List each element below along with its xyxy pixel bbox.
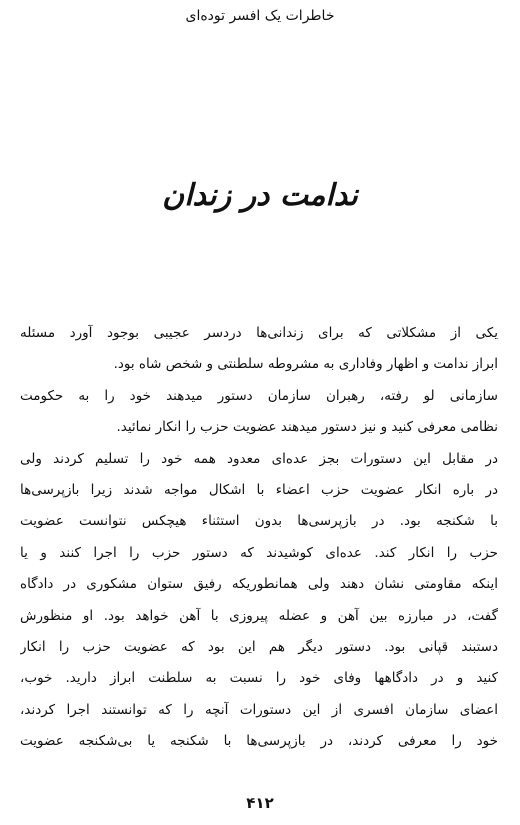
page-number: ۴۱۲ [246,794,274,812]
text-line: نظامی معرفی کنید و نیز دستور میدهند عضویت حزب را انکار نمائید. [116,419,498,436]
text-line: خود را معرفی کردند، در بازپرسی‌ها با شکنجه یا بی‌شکنجه عضویت [20,733,498,750]
text-line: با شکنجه بود. در بازپرسی‌ها بدون استثناء هیچکس نتوانست عضویت [20,513,498,530]
chapter-title: ندامت در زندان [162,178,358,213]
text-line: دستبند قپانی بود. دستور دیگر هم این بود که عضویت حزب را انکار [20,638,498,655]
text-line: یکی از مشکلاتی که برای زندانی‌ها دردسر عجیبی بوجود آورد مسئله [20,325,498,341]
body-text [20,318,498,757]
text-line: اعضای سازمان افسری از این دستورات آنچه را که توانستند اجرا کردند، [20,701,498,718]
running-header: خاطرات یک افسر توده‌ای [185,8,335,24]
text-line: در مقابل این دستورات بجز عده‌ای معدود همه خود را تسلیم کردند ولی [20,450,498,467]
text-line: اینکه مقاومتی نشان دهند ولی همانطوریکه رفیق ستوان مشکوری در دادگاه [20,576,498,593]
text-line: ابراز ندامت و اظهار وفاداری به مشروطه سلطنتی و شخص شاه بود. [113,356,498,373]
text-line: در باره انکار عضویت حزب اعضاء با اشکال مواجه شدند زیرا بازپرسی‌ها [20,481,498,498]
text-line: کنید و در دادگاهها وفای خود را نسبت به سلطنت ابراز دارید. خوب، [20,670,498,687]
text-line: گفت، در مبارزه بین آهن و عضله پیروزی با آهن خواهد بود. او منظورش [20,607,498,624]
text-line: سازمانی لو رفته، رهبران سازمان دستور میدهند خود را به حکومت [20,387,498,404]
text-line: حزب را انکار کند. عده‌ای کوشیدند که دستور حزب را اجرا کنند و یا [20,544,498,561]
